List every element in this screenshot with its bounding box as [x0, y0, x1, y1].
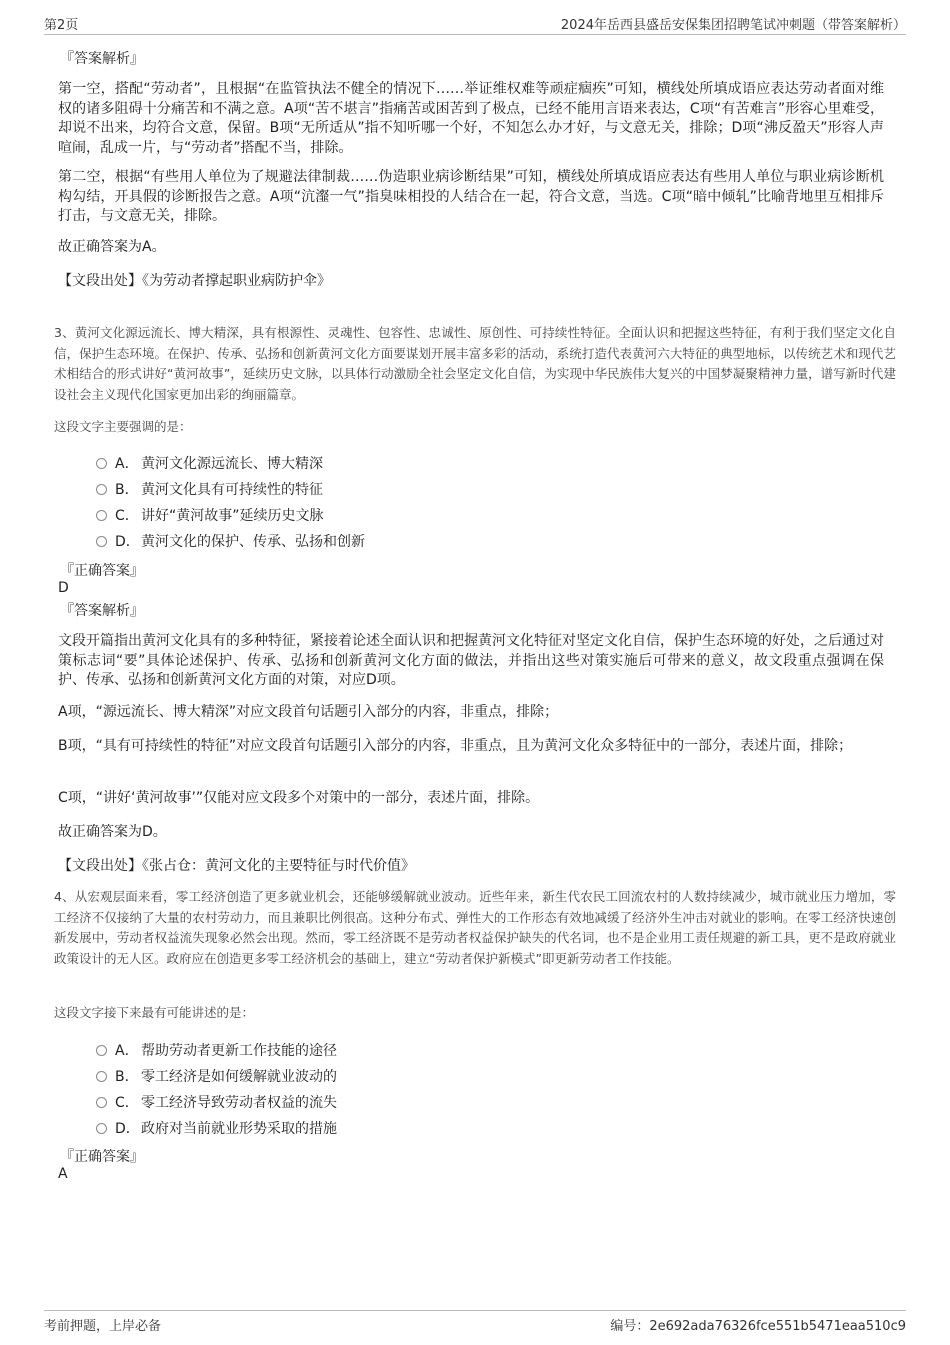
q4-option-c[interactable]: C． 零工经济导致劳动者权益的流失 [96, 1092, 337, 1114]
radio-icon[interactable] [96, 1071, 107, 1082]
q3-source: 【文段出处】《张占仓：黄河文化的主要特征与时代价值》 [58, 858, 415, 874]
radio-icon[interactable] [96, 484, 107, 495]
radio-icon[interactable] [96, 1097, 107, 1108]
radio-icon[interactable] [96, 458, 107, 469]
radio-icon[interactable] [96, 536, 107, 547]
q3-option-d[interactable]: D．黄河文化的保护、传承、弘扬和创新 [96, 531, 365, 553]
radio-icon[interactable] [96, 1123, 107, 1134]
radio-icon[interactable] [96, 1045, 107, 1056]
q3-option-c[interactable]: C． 讲好“黄河故事”延续历史文脉 [96, 505, 324, 527]
q2-analysis-paragraph-2: 第二空，根据“有些用人单位为了规避法律制裁……伪造职业病诊断结果”可知，横线处所填成语应表达有些用人单位与职业病诊断机构勾结，开具假的诊断报告之意。A项“沆瀣一气”指臭味相投的人结合在一起，符合文意，当选。C项“暗中倾轧”比喻背地里互相排斥打击，与文意无关，排除。 [58, 169, 884, 224]
q3-analysis-paragraph-1: 文段开篇指出黄河文化具有的多种特征，紧接着论述全面认识和把握黄河文化特征对坚定文化自信，保护生态环境的好处，之后通过对策标志词“要”具体论述保护、传承、弘扬和创新黄河文化方面的做法，并指出这些对策实施后可带来的意义，故文段重点强调在保护、传承、弘扬和创新黄河文化方面的对策，对应D项。 [58, 633, 884, 688]
q2-analysis-tag: 『答案解析』 [60, 51, 144, 67]
q3-option-a[interactable]: A． 黄河文化源远流长、博大精深 [96, 453, 323, 475]
q2-analysis-paragraph-1: 第一空，搭配“劳动者”，且根据“在监管执法不健全的情况下……举证维权难等顽症痼疾”可知，横线处所填成语应表达劳动者面对维权的诸多阻碍十分痛苦和不满之意。A项“苦不堪言”指痛苦或困苦到了极点，已经不能用言语来表达，C项“有苦难言”形容心里难受，却说不出来，均符合文意，保留。B项“无所适从”指不知听哪一个好，不知怎么办才好，与文意无关，排除；D项“沸反盈天”形容人声喧闹，乱成一片，与“劳动者”搭配不当，排除。 [58, 81, 884, 156]
page-footer [44, 1310, 906, 1335]
q3-analysis-option-a: A项，“源远流长、博大精深”对应文段首句话题引入部分的内容，非重点，排除； [58, 704, 559, 720]
q4-passage: 4、从宏观层面来看，零工经济创造了更多就业机会，还能够缓解就业波动。近些年来，新生代农民工回流农村的人数持续减少，城市就业压力增加，零工经济不仅接纳了大量的农村劳动力，而且兼职比例很高。这种分布式、弹性大的工作形态有效地减缓了经济外生冲击对就业的影响。在零工经济快速创新发展中，劳动者权益流失现象必然会出现。然而，零工经济既不是劳动者权益保护缺失的代名词，也不是企业用工责任规避的新工具，更不是政府就业政策设计的无人区。政府应在创造更多零工经济机会的基础上，建立“劳动者保护新模式”即更新劳动者工作技能。 [54, 889, 896, 966]
q3-passage: 3、黄河文化源远流长、博大精深，具有根源性、灵魂性、包容性、忠诚性、原创性、可持续性特征。全面认识和把握这些特征，有利于我们坚定文化自信，保护生态环境。在保护、传承、弘扬和创新黄河文化方面要谋划开展丰富多彩的活动，系统打造代表黄河六大特征的典型地标，以传统艺术和现代艺术相结合的形式讲好“黄河故事”，延续历史文脉，以具体行动激励全社会坚定文化自信，为实现中华民族伟大复兴的中国梦凝聚精神力量，谱写新时代建设社会主义现代化国家更加出彩的绚丽篇章。 [54, 325, 896, 402]
page-number: 第2页 [44, 18, 79, 33]
q4-answer-tag: 『正确答案』 [60, 1149, 144, 1165]
document-id: 编号：2e692ada76326fce551b5471eaa510c9 [610, 1319, 906, 1334]
document-title: 2024年岳西县盛岳安保集团招聘笔试冲刺题（带答案解析） [560, 18, 906, 33]
q4-option-b[interactable]: B． 零工经济是如何缓解就业波动的 [96, 1066, 337, 1088]
q3-answer: D [58, 580, 69, 596]
page-header [44, 12, 906, 35]
q3-option-b[interactable]: B． 黄河文化具有可持续性的特征 [96, 479, 323, 501]
q2-conclusion: 故正确答案为A。 [58, 239, 166, 255]
footer-slogan: 考前押题，上岸必备 [44, 1319, 162, 1334]
q4-option-a[interactable]: A． 帮助劳动者更新工作技能的途径 [96, 1040, 337, 1062]
q4-question: 这段文字接下来最有可能讲述的是： [54, 1005, 255, 1020]
radio-icon[interactable] [96, 510, 107, 521]
q4-answer: A [58, 1166, 68, 1182]
q4-option-d[interactable]: D．政府对当前就业形势采取的措施 [96, 1118, 337, 1140]
q3-conclusion: 故正确答案为D。 [58, 824, 167, 840]
q3-analysis-option-c: C项，“讲好‘黄河故事’”仅能对应文段多个对策中的一部分，表述片面，排除。 [58, 790, 540, 806]
q2-source: 【文段出处】《为劳动者撑起职业病防护伞》 [58, 273, 331, 289]
q3-question: 这段文字主要强调的是： [54, 419, 192, 434]
q3-answer-tag: 『正确答案』 [60, 563, 144, 579]
q3-analysis-option-b: B项，“具有可持续性的特征”对应文段首句话题引入部分的内容，非重点，且为黄河文化众多特征中的一部分，表述片面，排除； [58, 738, 853, 754]
q3-analysis-tag: 『答案解析』 [60, 603, 144, 619]
